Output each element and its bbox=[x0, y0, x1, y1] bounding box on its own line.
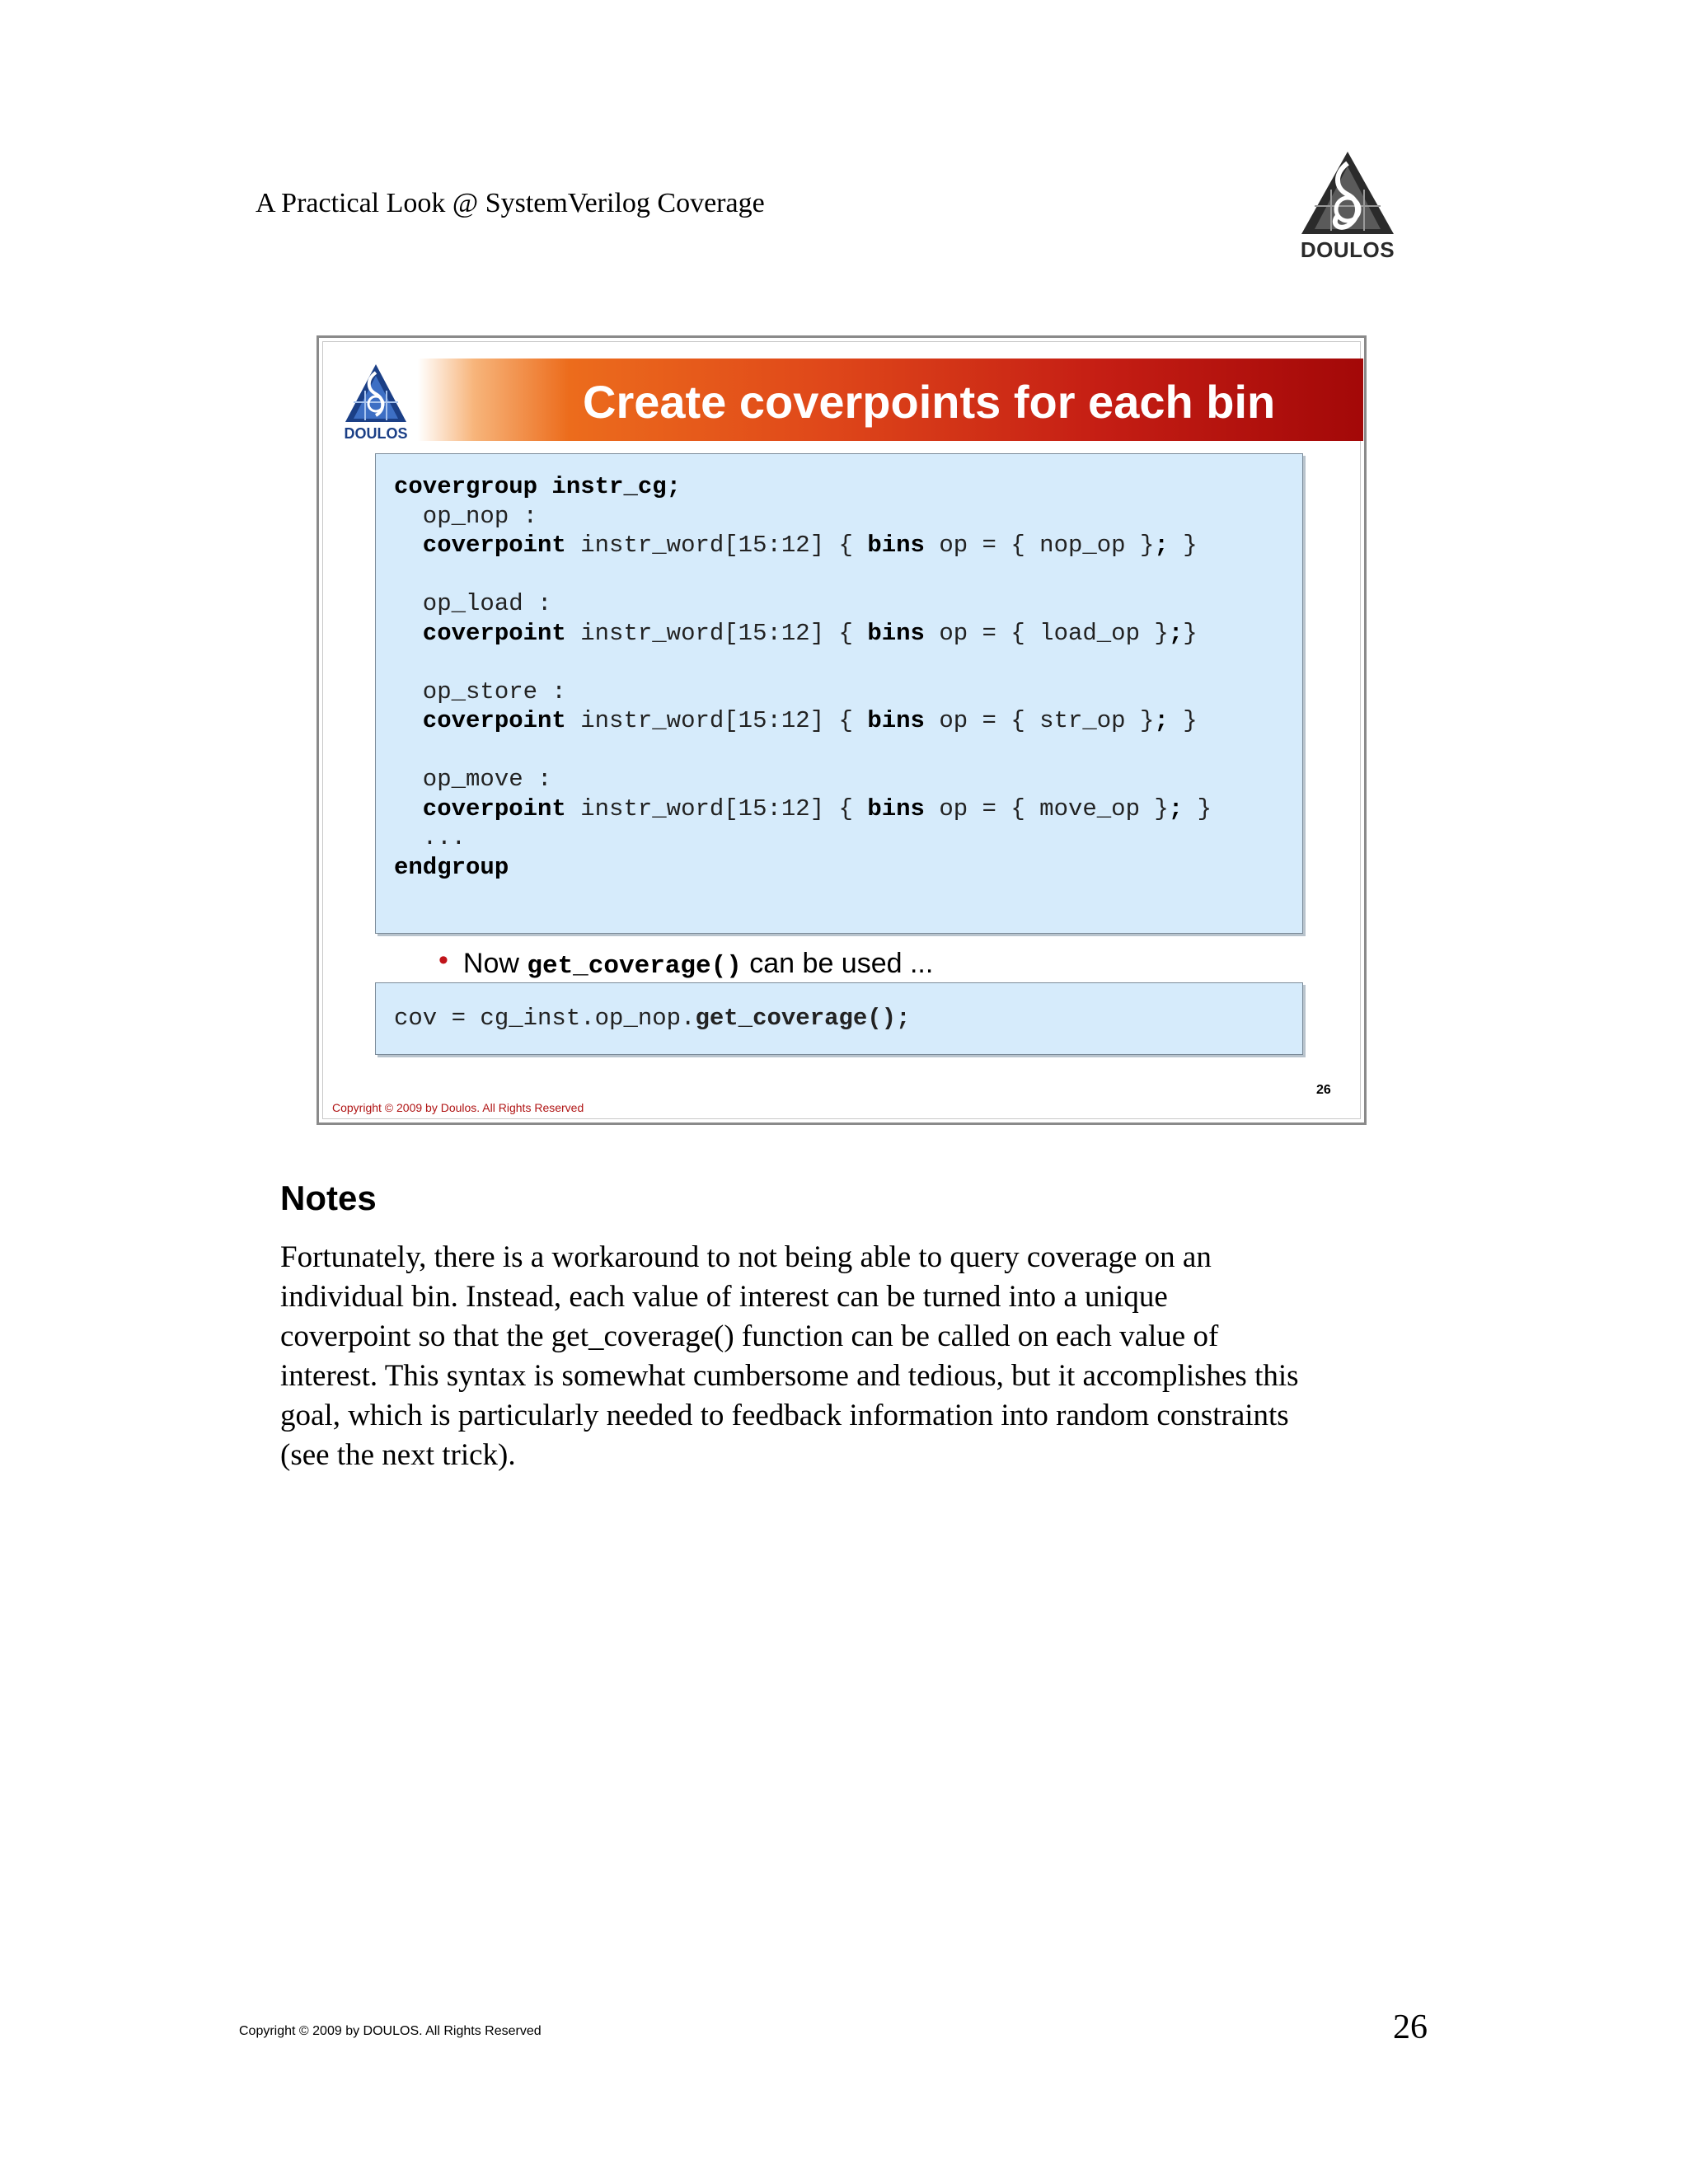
doulos-logo-text: DOULOS bbox=[1300, 237, 1395, 262]
code-token: } bbox=[1183, 619, 1198, 647]
code-token: op = { str_op } bbox=[924, 707, 1155, 734]
slide-title: Create coverpoints for each bin bbox=[583, 376, 1276, 428]
code-line bbox=[394, 503, 537, 530]
code-token: instr_word[15:12] { bbox=[565, 794, 868, 823]
footer-copyright: Copyright © 2009 by DOULOS. All Rights Reserved bbox=[239, 2024, 542, 2038]
code-token: coverpoint bbox=[394, 707, 566, 734]
code-token: coverpoint bbox=[394, 532, 566, 559]
code-line bbox=[394, 590, 551, 617]
code-token: } bbox=[1168, 532, 1198, 559]
code-token: bins bbox=[867, 619, 925, 647]
code-token: op_move : bbox=[394, 766, 552, 793]
code-token: op = { load_op } bbox=[924, 619, 1169, 647]
code-token: bins bbox=[867, 532, 925, 559]
code-line bbox=[394, 854, 509, 881]
code-token: bins bbox=[867, 707, 925, 734]
code-line bbox=[394, 766, 551, 793]
code-block-covergroup bbox=[375, 453, 1303, 934]
code-token: } bbox=[1168, 707, 1198, 734]
code-token: covergroup instr_cg; bbox=[394, 473, 682, 500]
bullet-code: get_coverage() bbox=[527, 952, 742, 981]
notes-line: goal, which is particularly needed to feedback information into random constraints bbox=[280, 1399, 1289, 1432]
code-line bbox=[394, 620, 1198, 647]
code-token: op_store : bbox=[394, 677, 566, 705]
notes-line: Fortunately, there is a workaround to not being able to query coverage on an bbox=[280, 1240, 1212, 1274]
slide-logo-text: DOULOS bbox=[344, 425, 408, 442]
notes-line: (see the next trick). bbox=[280, 1438, 516, 1472]
code-token: endgroup bbox=[394, 853, 509, 881]
code-token: ... bbox=[394, 824, 467, 851]
slide-copyright: Copyright © 2009 by Doulos. All Rights Reserved bbox=[332, 1101, 584, 1114]
code-token: instr_word[15:12] { bbox=[565, 619, 868, 647]
slide bbox=[316, 335, 1367, 1125]
code-line bbox=[394, 795, 1212, 823]
code-token: coverpoint bbox=[394, 794, 566, 823]
slide-number: 26 bbox=[1316, 1083, 1331, 1097]
code-token: coverpoint bbox=[394, 619, 566, 647]
code-token: ; bbox=[1168, 619, 1184, 647]
code-lines bbox=[394, 472, 1212, 882]
bullet-suffix: can be used ... bbox=[741, 948, 934, 979]
code-line bbox=[394, 707, 1198, 734]
doulos-logo bbox=[1298, 148, 1397, 268]
slide-logo-icon bbox=[344, 363, 408, 425]
notes-line: individual bin. Instead, each value of interest can be turned into a unique bbox=[280, 1280, 1168, 1314]
bullet-item bbox=[438, 944, 934, 981]
doulos-logo-icon bbox=[1298, 148, 1397, 239]
code-token: instr_word[15:12] { bbox=[565, 532, 868, 559]
code-token: op = { move_op } bbox=[924, 794, 1169, 823]
document-title: A Practical Look @ SystemVerilog Coverage bbox=[256, 188, 765, 218]
code-token: ; bbox=[1154, 532, 1169, 559]
notes-body bbox=[280, 1238, 1418, 1475]
code-token: get_coverage(); bbox=[695, 1005, 911, 1032]
code-token: op_load : bbox=[394, 590, 552, 617]
code-token: op = { nop_op } bbox=[924, 532, 1155, 559]
code-token: op_nop : bbox=[394, 502, 538, 530]
code-line bbox=[394, 678, 566, 705]
code-token: instr_word[15:12] { bbox=[565, 707, 868, 734]
code-token: } bbox=[1183, 794, 1212, 823]
code-line bbox=[394, 824, 466, 851]
code-line bbox=[394, 473, 681, 500]
code-token: ; bbox=[1154, 707, 1169, 734]
code-token: bins bbox=[867, 794, 925, 823]
page-number: 26 bbox=[1393, 2008, 1428, 2046]
code-token: ; bbox=[1168, 794, 1184, 823]
notes-heading: Notes bbox=[280, 1179, 377, 1217]
notes-line: coverpoint so that the get_coverage() function can be called on each value of bbox=[280, 1319, 1219, 1353]
code-line bbox=[394, 532, 1198, 559]
notes-line: interest. This syntax is somewhat cumbersome and tedious, but it accomplishes this bbox=[280, 1359, 1299, 1393]
code-line bbox=[394, 1005, 911, 1032]
code-token: cov = cg_inst.op_nop. bbox=[394, 1005, 696, 1032]
bullet-dot-icon: • bbox=[438, 944, 448, 976]
code-block-usage bbox=[375, 982, 1303, 1055]
bullet-prefix: Now bbox=[462, 948, 528, 979]
slide-logo bbox=[344, 363, 408, 445]
slide-title-bar bbox=[418, 359, 1363, 441]
code-usage-line bbox=[394, 1005, 911, 1032]
